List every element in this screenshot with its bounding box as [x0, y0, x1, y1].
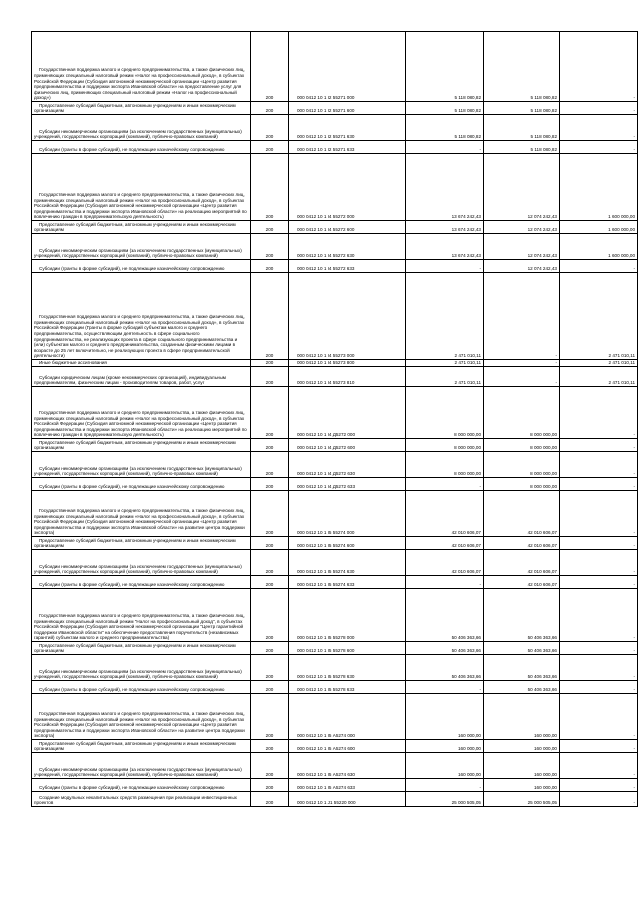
unexecuted-amount-cell: - — [560, 740, 638, 753]
unexecuted-amount-cell: - — [560, 102, 638, 115]
line-code-cell: 200 — [251, 387, 289, 439]
item-name-cell: Государственная поддержка малого и среднего предпринимательства, а также физических лиц, применяющих специальный налоговый режим «Налог на профессиональный доход», в субъектах Российской Федерации (Гранты в форме субсидий субъектам малого и среднего предпринимательства, осуществляющим деятельность в сфере социального предпринимательства, не реализующих проекта в сфере социального предпринимательства и (или) субъектам малого и среднего предпринимательства, созданным физическими лицами в возрасте до 25 лет включительно, не реализующих проекта в сфере предпринимательской деятельности) — [32, 273, 251, 360]
classification-code-cell: 000 0412 10 1 I5 55274 630 — [289, 550, 406, 576]
unexecuted-amount-cell: - — [560, 141, 638, 154]
executed-amount-cell: 5 118 080,82 — [484, 32, 560, 102]
unexecuted-amount-cell: - — [560, 537, 638, 550]
line-code-cell: 200 — [251, 550, 289, 576]
table-row — [32, 367, 638, 387]
executed-amount-cell: - — [484, 360, 560, 367]
executed-amount-cell: 50 406 363,66 — [484, 589, 560, 642]
approved-amount-cell: 2 471 010,11 — [406, 367, 484, 387]
approved-amount-cell: 160 000,00 — [406, 694, 484, 740]
classification-code-cell: 000 0412 10 1 I4 55273 000 — [289, 273, 406, 360]
classification-code-cell: 000 0412 10 1 I5 55278 600 — [289, 642, 406, 655]
unexecuted-amount-cell: - — [560, 115, 638, 141]
classification-code-cell: 000 0412 10 1 I2 55271 630 — [289, 115, 406, 141]
approved-amount-cell: 8 000 000,00 — [406, 452, 484, 478]
line-code-cell: 200 — [251, 154, 289, 221]
approved-amount-cell: 2 471 010,11 — [406, 273, 484, 360]
item-name-cell: Субсидии (гранты в форме субсидий), не подлежащие казначейскому сопровождению — [32, 681, 251, 694]
table-row — [32, 740, 638, 753]
classification-code-cell: 000 0412 10 1 I5 А5274 633 — [289, 779, 406, 792]
table-row — [32, 491, 638, 537]
classification-code-cell: 000 0412 10 1 I2 55271 600 — [289, 102, 406, 115]
unexecuted-amount-cell: - — [560, 452, 638, 478]
table-row — [32, 102, 638, 115]
line-code-cell: 200 — [251, 576, 289, 589]
item-name-cell: Иные бюджетные ассигнования — [32, 360, 251, 367]
table-row — [32, 273, 638, 360]
classification-code-cell: 000 0412 10 1 I4 55273 810 — [289, 367, 406, 387]
approved-amount-cell: 42 010 606,07 — [406, 537, 484, 550]
approved-amount-cell: 160 000,00 — [406, 753, 484, 779]
line-code-cell: 200 — [251, 234, 289, 260]
line-code-cell: 200 — [251, 681, 289, 694]
classification-code-cell: 000 0412 10 1 I5 А5274 000 — [289, 694, 406, 740]
executed-amount-cell: 160 000,00 — [484, 753, 560, 779]
table-row — [32, 387, 638, 439]
line-code-cell: 200 — [251, 360, 289, 367]
classification-code-cell: 000 0412 10 1 I5 55274 633 — [289, 576, 406, 589]
approved-amount-cell: 13 674 242,43 — [406, 221, 484, 234]
line-code-cell: 200 — [251, 115, 289, 141]
item-name-cell: Государственная поддержка малого и среднего предпринимательства, а также физических лиц, применяющих специальный налоговый режим «Налог на профессиональный доход», в субъектах Российской Федерации (Субсидия автономной некоммерческой организации «Центр развития предпринимательства и поддержки экспорта Ивановской области» на развитие центра поддержки экспорта) — [32, 491, 251, 537]
unexecuted-amount-cell: - — [560, 753, 638, 779]
executed-amount-cell: 8 000 000,00 — [484, 478, 560, 491]
classification-code-cell: 000 0412 10 1 I5 55274 000 — [289, 491, 406, 537]
classification-code-cell: 000 0412 10 1 I4 Д5272 600 — [289, 439, 406, 452]
executed-amount-cell: 160 000,00 — [484, 740, 560, 753]
unexecuted-amount-cell: 1 600 000,00 — [560, 221, 638, 234]
table-row — [32, 694, 638, 740]
classification-code-cell: 000 0412 10 1 I5 А5274 630 — [289, 753, 406, 779]
unexecuted-amount-cell: - — [560, 439, 638, 452]
executed-amount-cell: 12 074 242,43 — [484, 154, 560, 221]
approved-amount-cell: 25 000 505,05 — [406, 792, 484, 807]
classification-code-cell: 000 0412 10 1 I4 Д5272 633 — [289, 478, 406, 491]
item-name-cell: Субсидии (гранты в форме субсидий), не подлежащие казначейскому сопровождению — [32, 260, 251, 273]
table-row — [32, 260, 638, 273]
item-name-cell: Предоставление субсидий бюджетным, автономным учреждениям и иным некоммерческим организациям — [32, 102, 251, 115]
classification-code-cell: 000 0412 10 1 I4 55272 000 — [289, 154, 406, 221]
line-code-cell: 200 — [251, 141, 289, 154]
table-row — [32, 154, 638, 221]
item-name-cell: Субсидии некоммерческим организациям (за исключением государственных (муниципальных) учреждений, государственных корпораций (компаний), публично-правовых компаний) — [32, 234, 251, 260]
executed-amount-cell: 8 000 000,00 — [484, 387, 560, 439]
approved-amount-cell: - — [406, 260, 484, 273]
approved-amount-cell: 8 000 000,00 — [406, 439, 484, 452]
approved-amount-cell: - — [406, 141, 484, 154]
line-code-cell: 200 — [251, 537, 289, 550]
table-row — [32, 478, 638, 491]
unexecuted-amount-cell: - — [560, 694, 638, 740]
table-row — [32, 753, 638, 779]
executed-amount-cell: - — [484, 367, 560, 387]
item-name-cell: Субсидии (гранты в форме субсидий), не подлежащие казначейскому сопровождению — [32, 478, 251, 491]
line-code-cell: 200 — [251, 260, 289, 273]
table-row — [32, 115, 638, 141]
approved-amount-cell: - — [406, 681, 484, 694]
approved-amount-cell: 160 000,00 — [406, 740, 484, 753]
line-code-cell: 200 — [251, 589, 289, 642]
approved-amount-cell: 5 118 080,82 — [406, 32, 484, 102]
approved-amount-cell: 2 471 010,11 — [406, 360, 484, 367]
item-name-cell: Субсидии некоммерческим организациям (за исключением государственных (муниципальных) учреждений, государственных корпораций (компаний), публично-правовых компаний) — [32, 115, 251, 141]
item-name-cell: Государственная поддержка малого и среднего предпринимательства, а также физических лиц, применяющих специальный налоговый режим «Налог на профессиональный доход», в субъектах Российской Федерации (Субсидия автономной некоммерческой организации «Центр развития предпринимательства и поддержки экспорта Ивановской области» на развитие центра поддержки экспорта) — [32, 694, 251, 740]
table-row — [32, 221, 638, 234]
classification-code-cell: 000 0412 10 1 I4 55272 633 — [289, 260, 406, 273]
item-name-cell: Предоставление субсидий бюджетным, автономным учреждениям и иным некоммерческим организациям — [32, 642, 251, 655]
item-name-cell: Предоставление субсидий бюджетным, автономным учреждениям и иным некоммерческим организациям — [32, 221, 251, 234]
executed-amount-cell: 50 406 363,66 — [484, 655, 560, 681]
executed-amount-cell: - — [484, 273, 560, 360]
item-name-cell: Субсидии некоммерческим организациям (за исключением государственных (муниципальных) учреждений, государственных корпораций (компаний), публично-правовых компаний) — [32, 550, 251, 576]
item-name-cell: Субсидии некоммерческим организациям (за исключением государственных (муниципальных) учреждений, государственных корпораций (компаний), публично-правовых компаний) — [32, 452, 251, 478]
unexecuted-amount-cell: - — [560, 655, 638, 681]
line-code-cell: 200 — [251, 32, 289, 102]
approved-amount-cell: - — [406, 478, 484, 491]
approved-amount-cell: 42 010 606,07 — [406, 550, 484, 576]
executed-amount-cell: 42 010 606,07 — [484, 537, 560, 550]
executed-amount-cell: 42 010 606,07 — [484, 491, 560, 537]
line-code-cell: 200 — [251, 367, 289, 387]
item-name-cell: Субсидии (гранты в форме субсидий), не подлежащие казначейскому сопровождению — [32, 141, 251, 154]
classification-code-cell: 000 0412 10 1 I2 55271 000 — [289, 32, 406, 102]
approved-amount-cell: - — [406, 576, 484, 589]
unexecuted-amount-cell: - — [560, 387, 638, 439]
executed-amount-cell: 160 000,00 — [484, 694, 560, 740]
unexecuted-amount-cell: - — [560, 478, 638, 491]
line-code-cell: 200 — [251, 792, 289, 807]
item-name-cell: Государственная поддержка малого и среднего предпринимательства, а также физических лиц, применяющих специальный налоговый режим «Налог на профессиональный доход», в субъектах Российской Федерации (Субсидия автономной некоммерческой организации «Центр развития предпринимательства и поддержки экспорта Ивановской области» на реализацию мероприятий по вовлечению граждан в предпринимательскую деятельность) — [32, 387, 251, 439]
approved-amount-cell: 50 406 363,66 — [406, 642, 484, 655]
table-row — [32, 681, 638, 694]
line-code-cell: 200 — [251, 221, 289, 234]
executed-amount-cell: 12 074 242,43 — [484, 260, 560, 273]
table-row — [32, 439, 638, 452]
item-name-cell: Государственная поддержка малого и среднего предпринимательства, а также физических лиц, применяющих специальный налоговый режим «Налог на профессиональный доход», в субъектах Российской Федерации (Субсидия автономной некоммерческой организации «Центр развития предпринимательства и поддержки экспорта Ивановской области» на предоставление услуг для физических лиц, применяющих специальный налоговый режим «Налог на профессиональный доход») — [32, 32, 251, 102]
approved-amount-cell: 50 406 363,66 — [406, 655, 484, 681]
item-name-cell: Предоставление субсидий бюджетным, автономным учреждениям и иным некоммерческим организациям — [32, 740, 251, 753]
table-row — [32, 537, 638, 550]
unexecuted-amount-cell: - — [560, 576, 638, 589]
budget-table — [31, 31, 638, 807]
approved-amount-cell: 5 118 080,82 — [406, 102, 484, 115]
line-code-cell: 200 — [251, 694, 289, 740]
unexecuted-amount-cell: - — [560, 260, 638, 273]
executed-amount-cell: 160 000,00 — [484, 779, 560, 792]
classification-code-cell: 000 0412 10 1 I5 55278 630 — [289, 655, 406, 681]
executed-amount-cell: 8 000 000,00 — [484, 439, 560, 452]
table-row — [32, 779, 638, 792]
classification-code-cell: 000 0412 10 1 I4 Д5272 000 — [289, 387, 406, 439]
item-name-cell: Субсидии (гранты в форме субсидий), не подлежащие казначейскому сопровождению — [32, 779, 251, 792]
executed-amount-cell: 5 118 080,82 — [484, 115, 560, 141]
unexecuted-amount-cell: - — [560, 681, 638, 694]
executed-amount-cell: 12 074 242,43 — [484, 234, 560, 260]
executed-amount-cell: 5 118 080,82 — [484, 102, 560, 115]
unexecuted-amount-cell: - — [560, 589, 638, 642]
line-code-cell: 200 — [251, 102, 289, 115]
table-row — [32, 550, 638, 576]
line-code-cell: 200 — [251, 655, 289, 681]
budget-table-body — [32, 32, 638, 807]
approved-amount-cell: 13 674 242,43 — [406, 154, 484, 221]
unexecuted-amount-cell: 1 600 000,00 — [560, 234, 638, 260]
classification-code-cell: 000 0412 10 1 I4 55272 600 — [289, 221, 406, 234]
unexecuted-amount-cell: - — [560, 32, 638, 102]
item-name-cell: Субсидии некоммерческим организациям (за исключением государственных (муниципальных) учреждений, государственных корпораций (компаний), публично-правовых компаний) — [32, 655, 251, 681]
item-name-cell: Субсидии некоммерческим организациям (за исключением государственных (муниципальных) учреждений, государственных корпораций (компаний), публично-правовых компаний) — [32, 753, 251, 779]
unexecuted-amount-cell: - — [560, 550, 638, 576]
line-code-cell: 200 — [251, 478, 289, 491]
table-row — [32, 589, 638, 642]
table-row — [32, 452, 638, 478]
table-row — [32, 141, 638, 154]
unexecuted-amount-cell: - — [560, 491, 638, 537]
classification-code-cell: 000 0412 10 1 I4 Д5272 630 — [289, 452, 406, 478]
item-name-cell: Субсидии юридическим лицам (кроме некоммерческих организаций), индивидуальным предпринимателям, физическим лицам - производителям товаров, работ, услуг — [32, 367, 251, 387]
unexecuted-amount-cell: 1 600 000,00 — [560, 154, 638, 221]
executed-amount-cell: 50 406 363,66 — [484, 642, 560, 655]
item-name-cell: Государственная поддержка малого и среднего предпринимательства, а также физических лиц, применяющих специальный налоговый режим "Налог на профессиональный доход", в субъектах Российской Федерации (Субсидия автономной некоммерческой организации "Центр гарантийной поддержки Ивановской области" на обеспечение предоставления поручительств (независимых гарантий) субъектам малого и среднего предпринимательства) — [32, 589, 251, 642]
line-code-cell: 200 — [251, 452, 289, 478]
unexecuted-amount-cell: - — [560, 642, 638, 655]
unexecuted-amount-cell: 2 471 010,11 — [560, 367, 638, 387]
executed-amount-cell: 12 074 242,43 — [484, 221, 560, 234]
executed-amount-cell: 50 406 363,66 — [484, 681, 560, 694]
classification-code-cell: 000 0412 10 1 I5 55278 633 — [289, 681, 406, 694]
classification-code-cell: 000 0412 10 1 I5 55274 600 — [289, 537, 406, 550]
approved-amount-cell: 13 674 242,43 — [406, 234, 484, 260]
classification-code-cell: 000 0412 10 1 I4 55273 800 — [289, 360, 406, 367]
unexecuted-amount-cell: 2 471 010,11 — [560, 360, 638, 367]
executed-amount-cell: 5 118 080,82 — [484, 141, 560, 154]
executed-amount-cell: 25 000 505,05 — [484, 792, 560, 807]
table-row — [32, 234, 638, 260]
line-code-cell: 200 — [251, 753, 289, 779]
classification-code-cell: 000 0412 10 1 J1 55220 000 — [289, 792, 406, 807]
table-row — [32, 576, 638, 589]
table-row — [32, 360, 638, 367]
line-code-cell: 200 — [251, 740, 289, 753]
classification-code-cell: 000 0412 10 1 I4 55272 630 — [289, 234, 406, 260]
item-name-cell: Государственная поддержка малого и среднего предпринимательства, а также физических лиц, применяющих специальный налоговый режим «Налог на профессиональный доход», в субъектах Российской Федерации (Субсидия автономной некоммерческой организации «Центр развития предпринимательства и поддержки экспорта Ивановской области» на реализацию мероприятий по вовлечению граждан в предпринимательскую деятельность) — [32, 154, 251, 221]
approved-amount-cell: 50 406 363,66 — [406, 589, 484, 642]
executed-amount-cell: 42 010 606,07 — [484, 550, 560, 576]
unexecuted-amount-cell: 2 471 010,11 — [560, 273, 638, 360]
line-code-cell: 200 — [251, 642, 289, 655]
unexecuted-amount-cell: - — [560, 779, 638, 792]
classification-code-cell: 000 0412 10 1 I2 55271 633 — [289, 141, 406, 154]
line-code-cell: 200 — [251, 491, 289, 537]
line-code-cell: 200 — [251, 273, 289, 360]
item-name-cell: Субсидии (гранты в форме субсидий), не подлежащие казначейскому сопровождению — [32, 576, 251, 589]
line-code-cell: 200 — [251, 439, 289, 452]
table-row — [32, 32, 638, 102]
classification-code-cell: 000 0412 10 1 I5 А5274 600 — [289, 740, 406, 753]
executed-amount-cell: 8 000 000,00 — [484, 452, 560, 478]
executed-amount-cell: 42 010 606,07 — [484, 576, 560, 589]
approved-amount-cell: 5 118 080,82 — [406, 115, 484, 141]
budget-report-page — [31, 31, 635, 807]
table-row — [32, 642, 638, 655]
item-name-cell: Создание модульных некапитальных средств размещения при реализации инвестиционных проектов — [32, 792, 251, 807]
item-name-cell: Предоставление субсидий бюджетным, автономным учреждениям и иным некоммерческим организациям — [32, 439, 251, 452]
item-name-cell: Предоставление субсидий бюджетным, автономным учреждениям и иным некоммерческим организациям — [32, 537, 251, 550]
approved-amount-cell: 8 000 000,00 — [406, 387, 484, 439]
approved-amount-cell: 42 010 606,07 — [406, 491, 484, 537]
unexecuted-amount-cell: - — [560, 792, 638, 807]
approved-amount-cell: - — [406, 779, 484, 792]
classification-code-cell: 000 0412 10 1 I5 55278 000 — [289, 589, 406, 642]
line-code-cell: 200 — [251, 779, 289, 792]
table-row — [32, 792, 638, 807]
table-row — [32, 655, 638, 681]
